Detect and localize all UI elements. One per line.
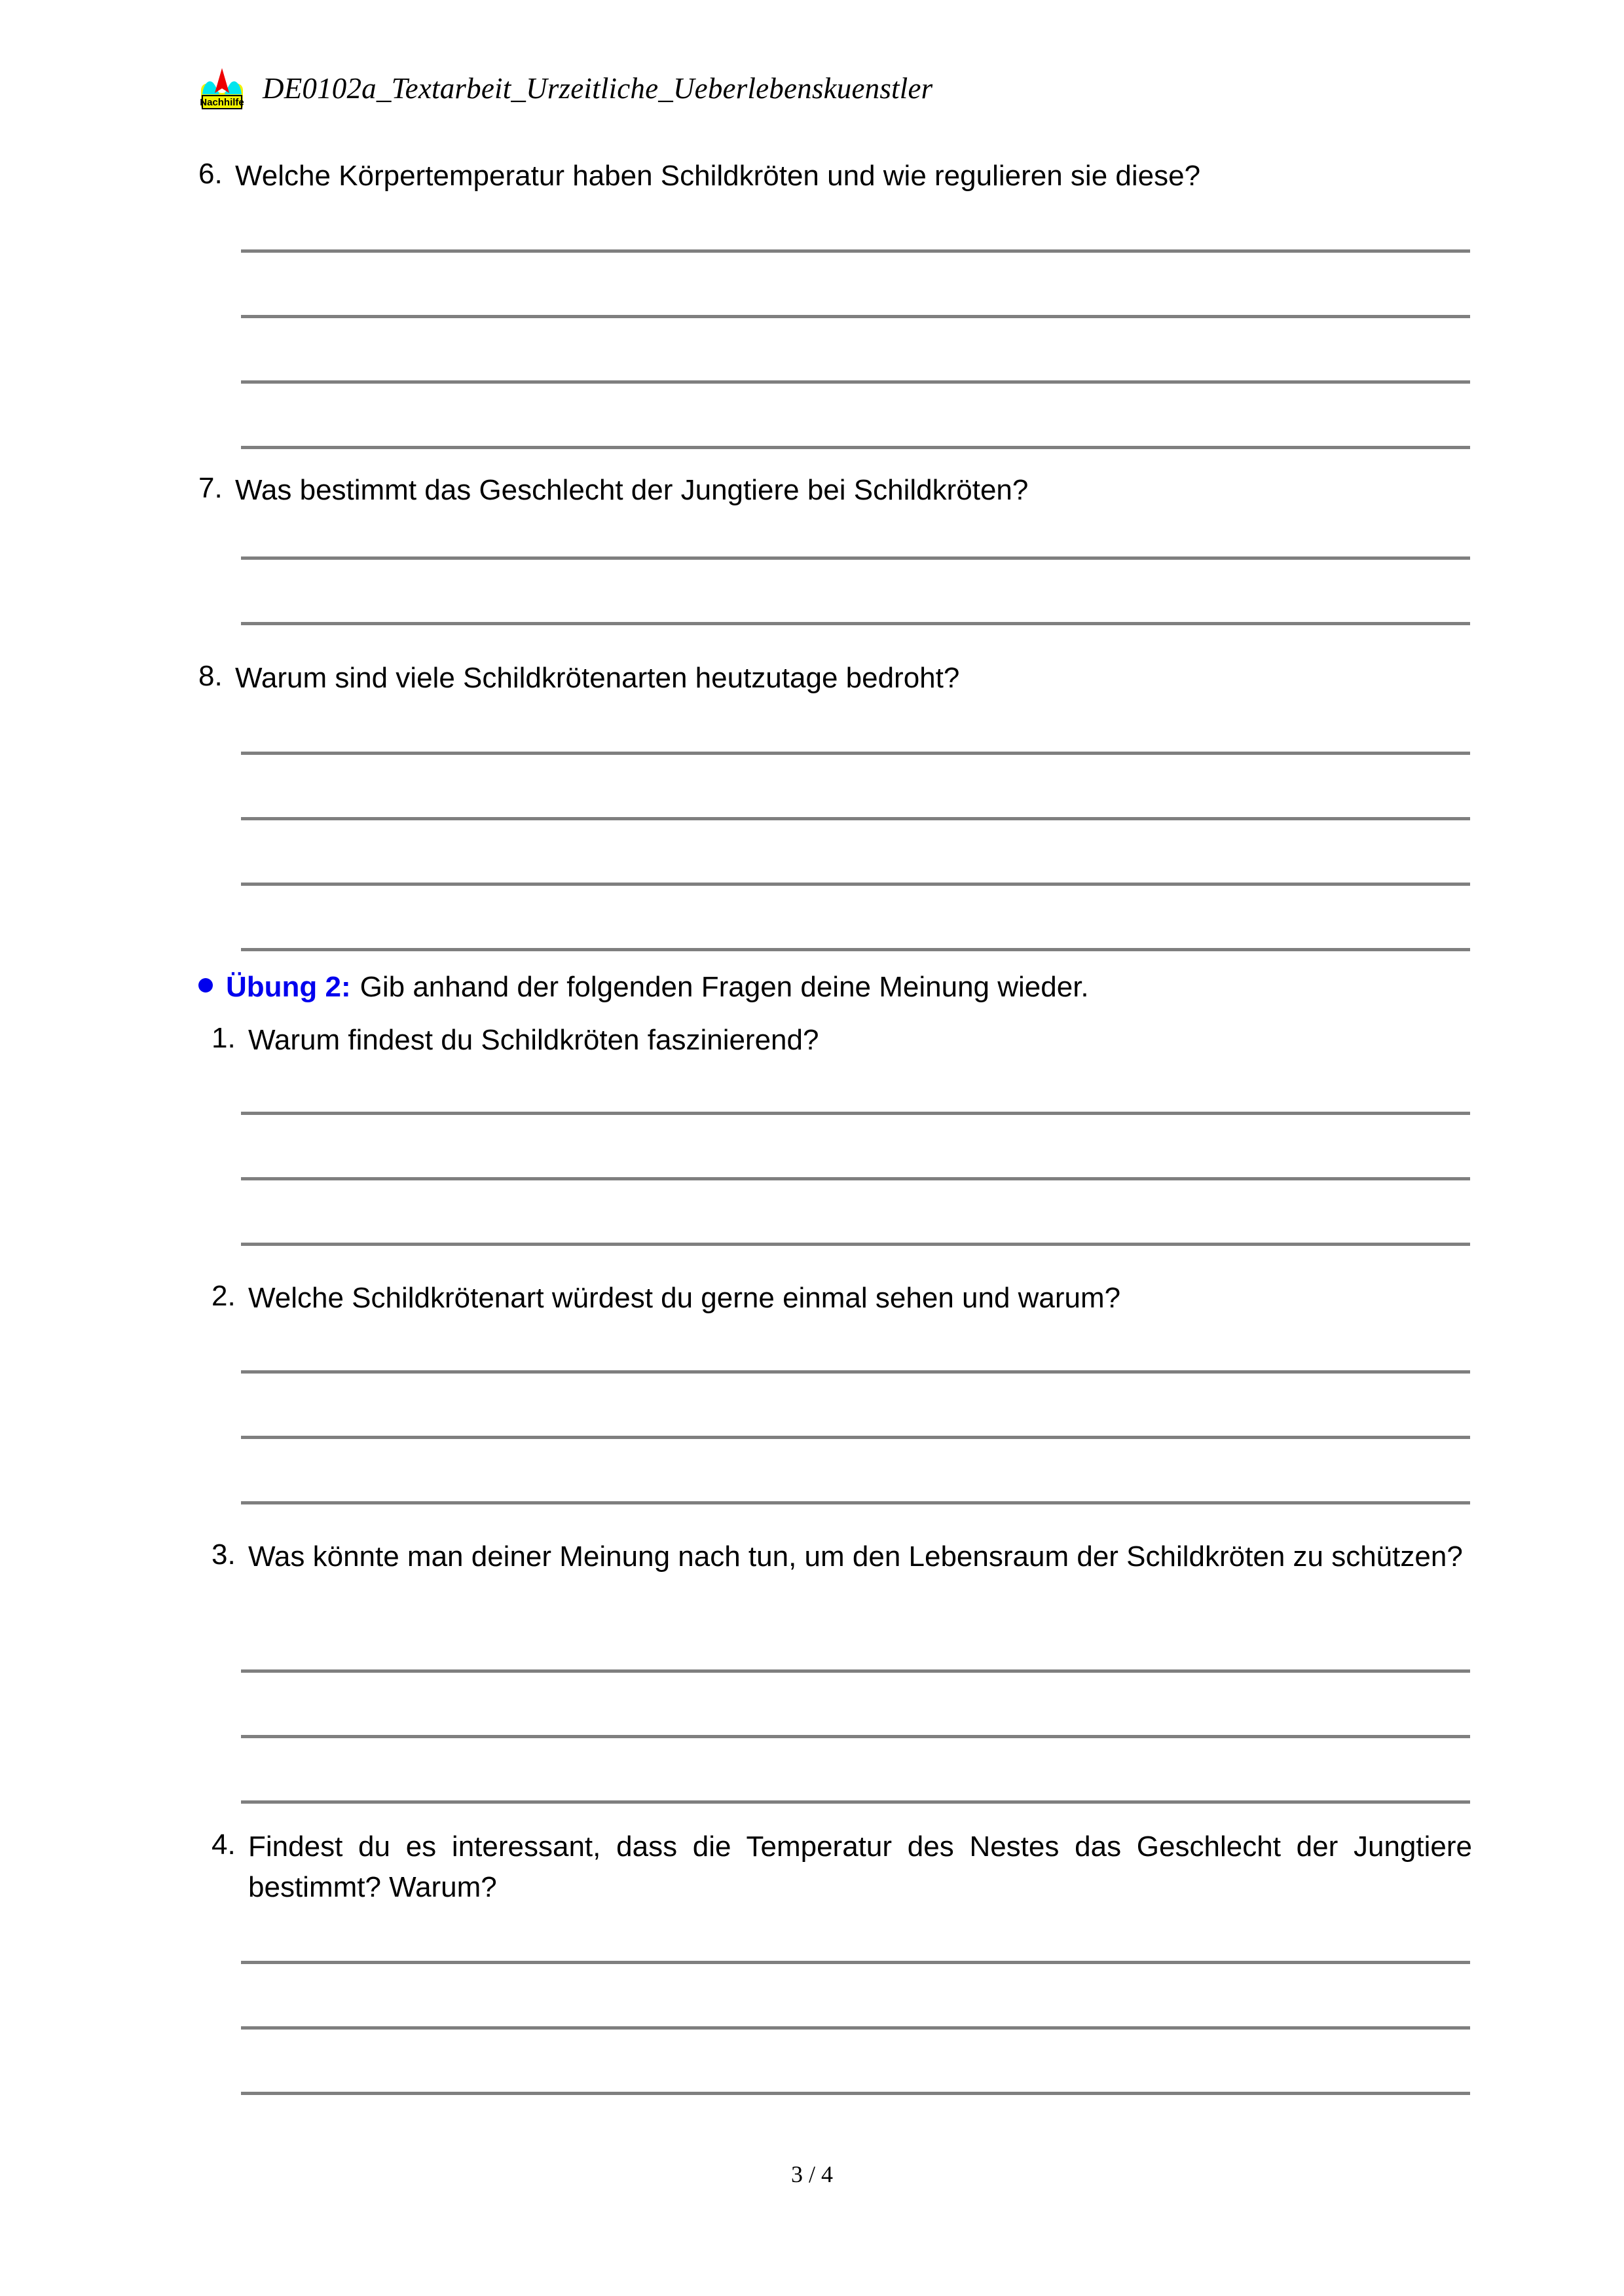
question-6-text: Welche Körpertemperatur haben Schildkröten und wie regulieren sie diese? bbox=[235, 160, 1201, 192]
question-8-text: Warum sind viele Schildkrötenarten heutzutage bedroht? bbox=[235, 662, 960, 694]
page-footer bbox=[0, 2160, 1624, 2188]
exercise2-question-3-number: 3. bbox=[212, 1539, 236, 1571]
question-6 bbox=[198, 156, 1472, 196]
answer-line[interactable] bbox=[241, 1961, 1470, 1964]
answer-line[interactable] bbox=[241, 2026, 1470, 2030]
page-header bbox=[198, 60, 1472, 117]
question-6-number: 6. bbox=[198, 158, 223, 190]
exercise2-question-4 bbox=[212, 1827, 1472, 1908]
exercise2-question-1 bbox=[212, 1020, 1472, 1061]
answer-line[interactable] bbox=[241, 1243, 1470, 1246]
answer-line[interactable] bbox=[241, 622, 1470, 625]
answer-line[interactable] bbox=[241, 883, 1470, 886]
question-7 bbox=[198, 470, 1472, 511]
answer-line[interactable] bbox=[241, 1177, 1470, 1180]
question-8 bbox=[198, 658, 1472, 699]
page-number: 3 / 4 bbox=[790, 2161, 833, 2187]
answer-line[interactable] bbox=[241, 1800, 1470, 1804]
answer-line[interactable] bbox=[241, 948, 1470, 951]
svg-text:Nachhilfe: Nachhilfe bbox=[200, 97, 244, 108]
answer-line[interactable] bbox=[241, 1436, 1470, 1439]
exercise2-question-1-text: Warum findest du Schildkröten faszinierend? bbox=[248, 1024, 819, 1056]
exercise2-question-3-text: Was könnte man deiner Meinung nach tun, um den Lebensraum der Schildkröten zu schützen? bbox=[248, 1540, 1463, 1573]
answer-line[interactable] bbox=[241, 1735, 1470, 1738]
answer-line[interactable] bbox=[241, 752, 1470, 755]
answer-line[interactable] bbox=[241, 1669, 1470, 1673]
exercise-2-description: Gib anhand der folgenden Fragen deine Meinung wieder. bbox=[360, 971, 1089, 1003]
exercise2-question-3 bbox=[212, 1537, 1472, 1577]
answer-line[interactable] bbox=[241, 2092, 1470, 2095]
answer-line[interactable] bbox=[241, 1370, 1470, 1374]
exercise2-question-2 bbox=[212, 1278, 1472, 1319]
answer-line[interactable] bbox=[241, 1501, 1470, 1504]
answer-line[interactable] bbox=[241, 249, 1470, 253]
answer-line[interactable] bbox=[241, 315, 1470, 318]
answer-line[interactable] bbox=[241, 1112, 1470, 1115]
nachhilfe-mountain-logo bbox=[198, 64, 246, 113]
question-7-text: Was bestimmt das Geschlecht der Jungtiere bei Schildkröten? bbox=[235, 474, 1029, 506]
answer-line[interactable] bbox=[241, 380, 1470, 384]
exercise2-question-2-number: 2. bbox=[212, 1280, 236, 1312]
bullet-icon bbox=[198, 970, 226, 1006]
exercise2-question-4-number: 4. bbox=[212, 1829, 236, 1861]
exercise2-question-4-text: Findest du es interessant, dass die Temperatur des Nestes das Geschlecht der Jungtiere bestimmt? Warum? bbox=[248, 1831, 1472, 1903]
answer-line[interactable] bbox=[241, 446, 1470, 449]
question-8-number: 8. bbox=[198, 660, 223, 692]
answer-line[interactable] bbox=[241, 817, 1470, 820]
answer-line[interactable] bbox=[241, 556, 1470, 560]
document-title: DE0102a_Textarbeit_Urzeitliche_Ueberlebenskuenstler bbox=[263, 71, 933, 105]
question-7-number: 7. bbox=[198, 472, 223, 504]
exercise2-question-2-text: Welche Schildkrötenart würdest du gerne einmal sehen und warum? bbox=[248, 1282, 1121, 1314]
exercise2-question-1-number: 1. bbox=[212, 1022, 236, 1054]
exercise-2-label: Übung 2: bbox=[226, 971, 351, 1003]
exercise-2-heading bbox=[198, 969, 1472, 1006]
